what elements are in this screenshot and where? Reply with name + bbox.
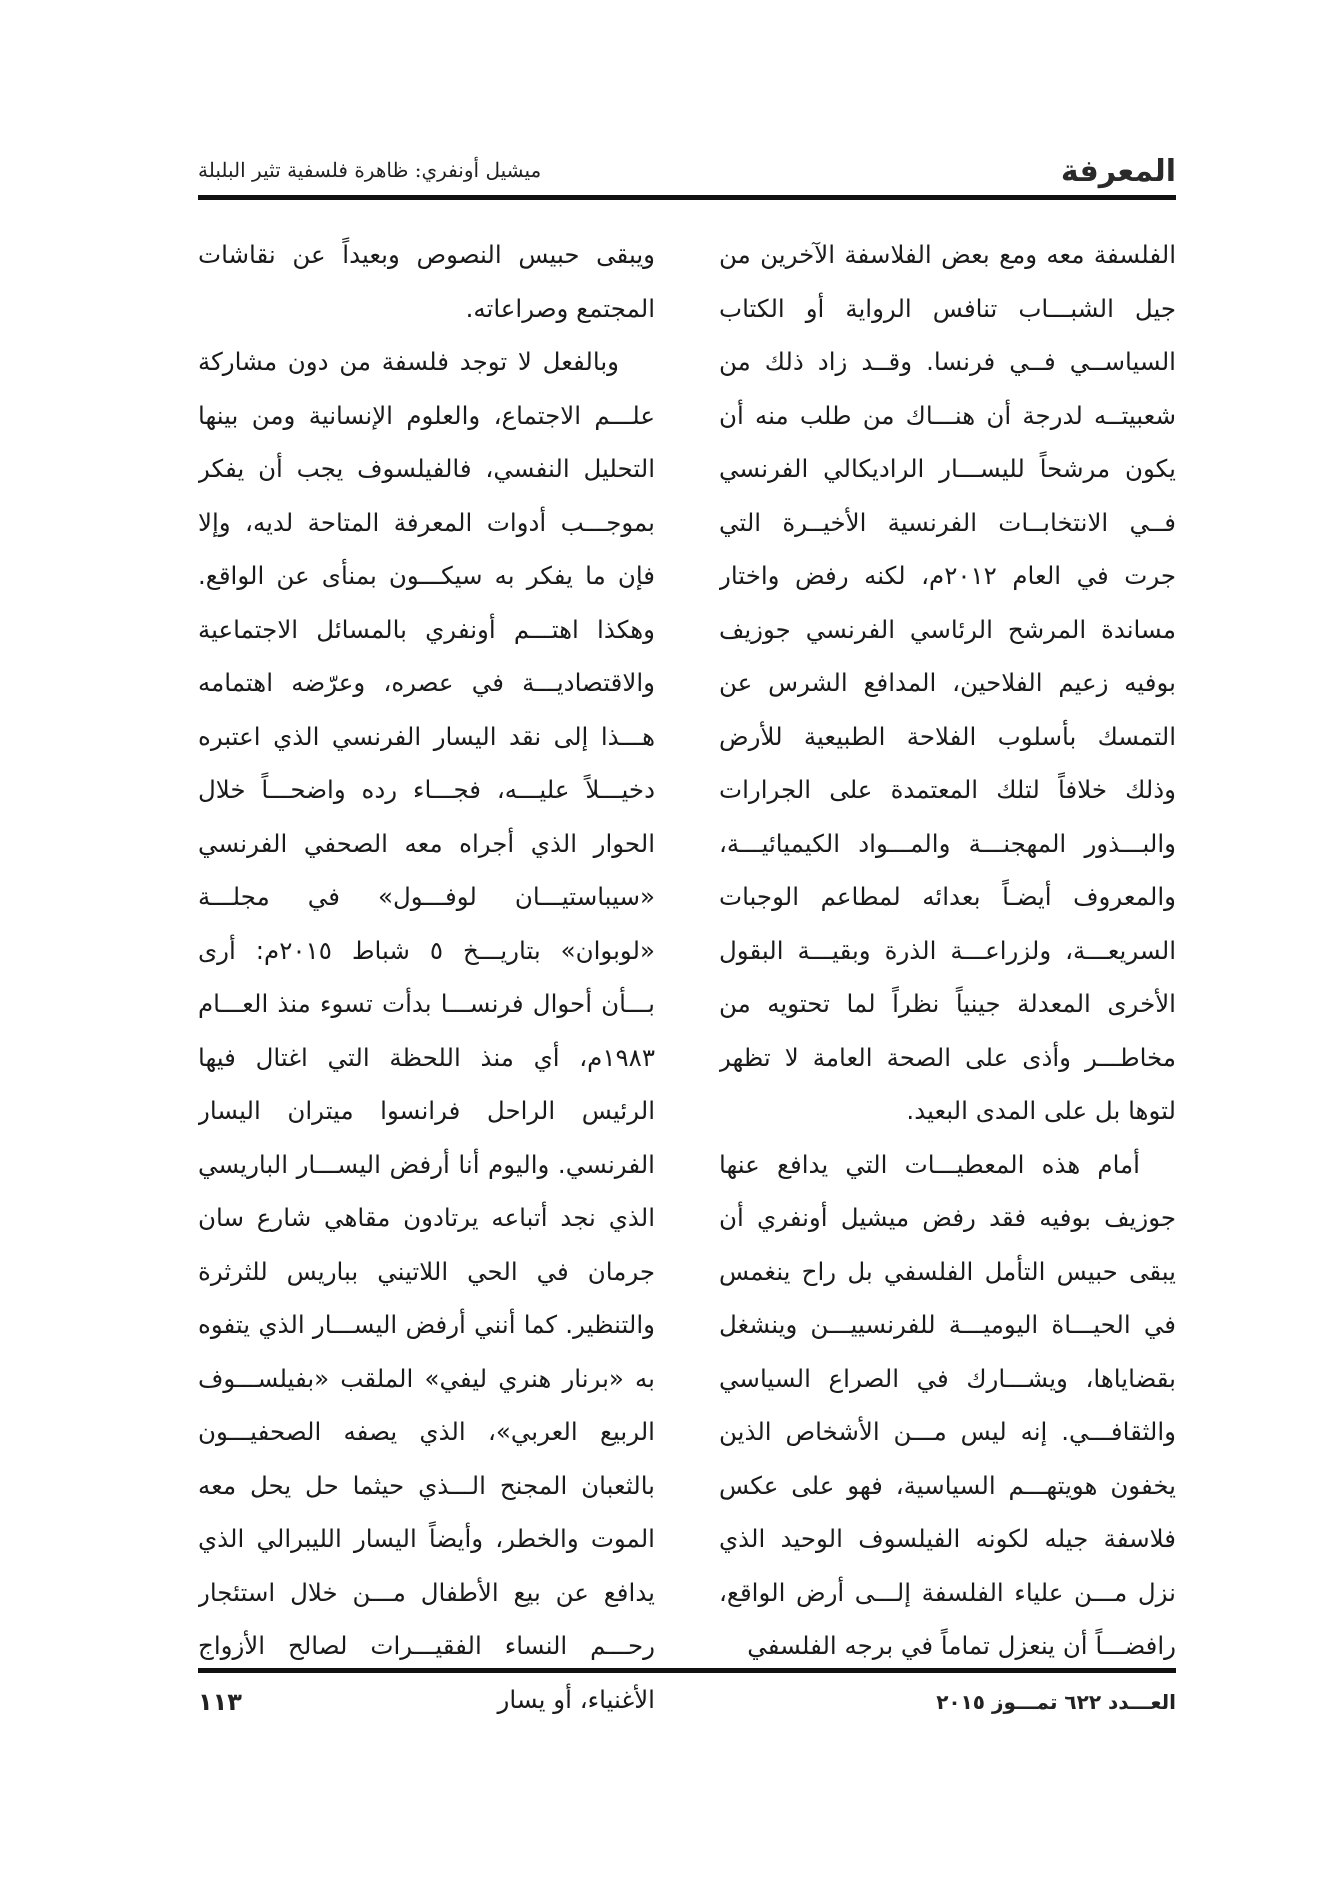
- article-column-left: [198, 228, 655, 1828]
- magazine-logo: المعرفة: [1060, 154, 1176, 189]
- page-number: ١١٣: [198, 1688, 242, 1716]
- page-footer: [198, 1690, 1176, 1730]
- paragraph: أمام هذه المعطيـــات التي يدافع عنها جوزيف بوفيه فقد رفض ميشيل أونفري أن يبقى حبيس التأمل الفلسفي بل راح ينغمس في الحيـــاة اليوميـــة للفرنسييـــن وينشغل بقضاياها، ويشـــارك في الصراع السياسي والثقافـــي. إنه ليس مـــن الأشخاص الذين يخفون هويتهـــم السياسية، فهو على عكس فلاسفة جيله لكونه الفيلسوف الوحيد الذي نزل مـــن علياء الفلسفة إلـــى أرض الواقع، رافضـــاً أن ينعزل تماماً في برجه الفلسفي: [719, 1149, 1176, 1660]
- paragraph: ويبقى حبيس النصوص وبعيداً عن نقاشات المجتمع وصراعاته.: [198, 240, 655, 323]
- running-title: ميشيل أونفري: ظاهرة فلسفية تثير البلبلة: [198, 158, 542, 182]
- header-rule: [198, 195, 1176, 200]
- footer-rule: [198, 1668, 1176, 1673]
- article-column-right: [719, 228, 1176, 1828]
- paragraph: وبالفعل لا توجد فلسفة من دون مشاركة علـــم الاجتماع، والعلوم الإنسانية ومن بينها التحليل النفسي، فالفيلسوف يجب أن يفكر بموجـــب أدوات المعرفة المتاحة لديه، وإلا فإن ما يفكر به سيكـــون بمنأى عن الواقع. وهكذا اهتـــم أونفري بالمسائل الاجتماعية والاقتصاديـــة في عصره، وعرّضه اهتمامه هـــذا إلى نقد اليسار الفرنسي الذي اعتبره دخيـــلاً عليـــه، فجـــاء رده واضحـــاً خلال الحوار الذي أجراه معه الصحفي الفرنسي «سيباستيـــان لوفـــول» في مجلـــة «لوبوان» بتاريـــخ ٥ شباط ٢٠١٥م: أرى بـــأن أحوال فرنســـا بدأت تسوء منذ العـــام ١٩٨٣م، أي منذ اللحظة التي اغتال فيها الرئيس الراحل فرانسوا ميتران اليسار الفرنسي. واليوم أنا أرفض اليســـار الباريسي الذي نجد أتباعه يرتادون مقاهي شارع سان جرمان في الحي اللاتيني بباريس للثرثرة والتنظير. كما أنني أرفض اليســـار الذي يتفوه به «برنار هنري ليفي» الملقب «بفيلســـوف الربيع العربي»، الذي يصفه الصحفيـــون بالثعبان المجنح الـــذي حيثما حل يحل معه الموت والخطر، وأيضاً اليسار الليبرالي الذي يدافع عن بيع الأطفال مـــن خلال استئجار رحـــم النساء الفقيـــرات لصالح الأزواج الأغنياء، أو يسار: [198, 347, 655, 1714]
- page-header: [198, 150, 1176, 200]
- paragraph: الفلسفة معه ومع بعض الفلاسفة الآخرين من جيل الشبـــاب تنافس الرواية أو الكتاب السياســي فــي فرنسا. وقــد زاد ذلك من شعبيتــه لدرجة أن هنـــاك من طلب منه أن يكون مرشحاً لليســـار الراديكالي الفرنسي فــي الانتخابــات الفرنسية الأخيــرة التي جرت في العام ٢٠١٢م، لكنه رفض واختار مساندة المرشح الرئاسي الفرنسي جوزيف بوفيه زعيم الفلاحين، المدافع الشرس عن التمسك بأسلوب الفلاحة الطبيعية للأرض وذلك خلافاً لتلك المعتمدة على الجرارات والبـــذور المهجنـــة والمـــواد الكيميائيـــة، والمعروف أيضـاً بعدائه لمطاعم الوجبات السريعـــة، ولزراعـــة الذرة وبقيـــة البقول الأخرى المعدلة جينياً نظراً لما تحتويه من مخاطـــر وأذى على الصحة العامة لا تظهر لتوها بل على المدى البعيد.: [719, 240, 1176, 1125]
- issue-info: العـــدد ٦٢٢ تمـــوز ٢٠١٥: [936, 1690, 1176, 1714]
